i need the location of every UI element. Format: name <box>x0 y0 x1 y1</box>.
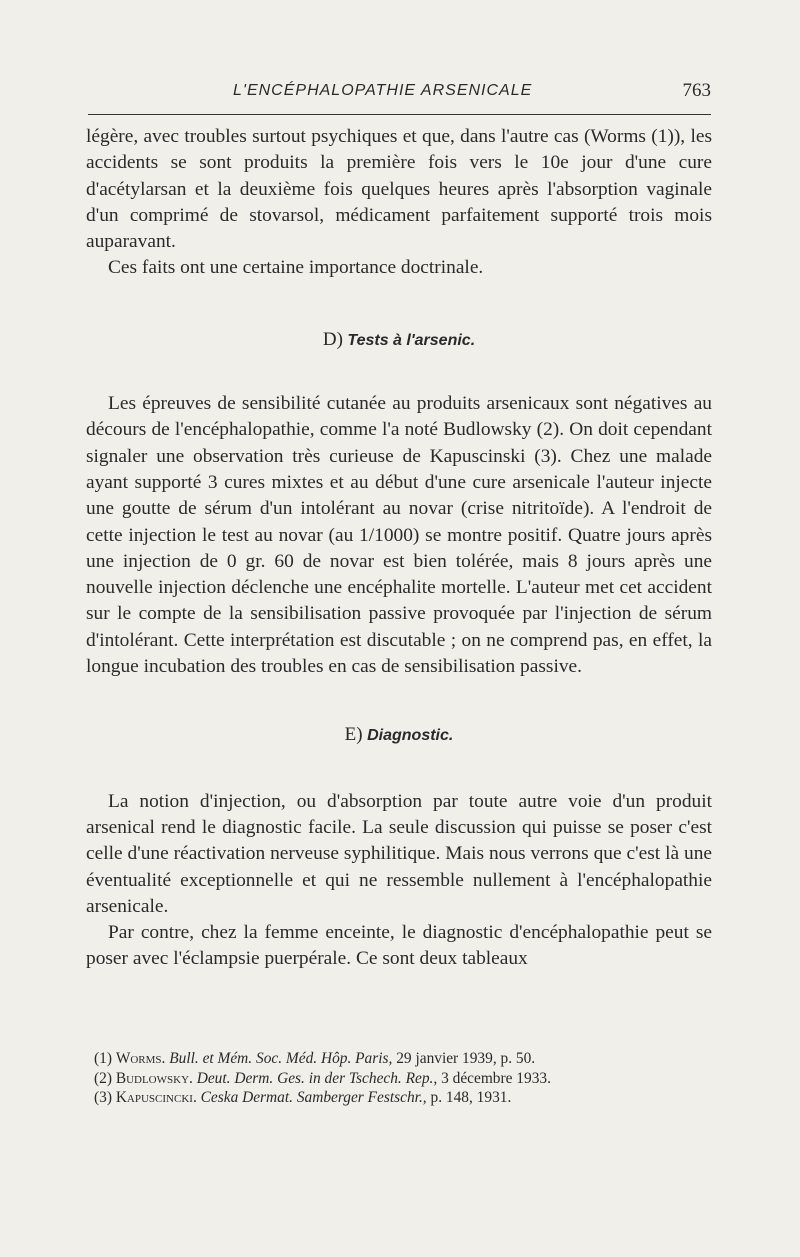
section-letter: D) <box>322 328 343 350</box>
body-text <box>86 124 712 973</box>
footnote-details: 29 janvier 1939, p. 50. <box>396 1050 536 1067</box>
footnote-marker: (1) <box>94 1050 112 1067</box>
continuation-paragraph: légère, avec troubles surtout psychiques et que, dans l'autre cas (Worms (1)), les accidents se sont produits la première fois vers le 10e jour d'une cure d'acétylarsan et la deuxième fois quelques heures après l'absorption vaginale d'un comprimé de stovarsol, médicament parfaitement supporté trois mois auparavant. <box>86 126 712 253</box>
running-title: L'ENCÉPHALOPATHIE ARSENICALE <box>233 82 533 99</box>
section-letter: E) <box>344 724 363 746</box>
section-title: Tests à l'arsenic. <box>347 331 476 349</box>
footnotes <box>94 1049 714 1108</box>
page-header <box>88 78 711 108</box>
doctrinal-paragraph: Ces faits ont une certaine importance doctrinale. <box>108 257 484 279</box>
header-rule <box>88 114 711 115</box>
diagnostic-paragraph-1: La notion d'injection, ou d'absorption par toute autre voie d'un produit arsenical rend le diagnostic facile. La seule discussion qui puisse se poser c'est celle d'une réactivation nerveuse syphilitique. Mais nous verrons que c'est là une éventualité exceptionnelle et qui ne ressemble nullement à l'encéphalopathie arsenicale. <box>86 790 712 917</box>
footnote-reference: Deut. Derm. Ges. in der Tschech. Rep., <box>196 1069 438 1087</box>
section-title: Diagnostic. <box>367 727 454 745</box>
footnote-reference: Ceska Dermat. Samberger Festschr., <box>200 1089 427 1107</box>
diagnostic-paragraph-2: Par contre, chez la femme enceinte, le diagnostic d'encéphalopathie peut se poser avec l'éclampsie puerpérale. Ce sont deux tableaux <box>86 922 712 970</box>
section-heading-diagnostic <box>86 721 712 749</box>
tests-paragraph: Les épreuves de sensibilité cutanée au produits arsenicaux sont négatives au décours de l'encéphalopathie, comme l'a noté Budlowsky (2). On doit cependant signaler une observation très curieuse de Kapuscinski (3). Chez une malade ayant supporté 3 cures mixtes et au début d'une cure arsenicale l'auteur injecte une goutte de sérum d'un intolérant au novar (crise nitritoïde). A l'endroit de cette injection le test au novar (au 1/1000) se montre positif. Quatre jours après une injection de 0 gr. 60 de novar est bien tolérée, mais 8 jours après une nouvelle injection déclenche une encéphalite mortelle. L'auteur met cet accident sur le compte de la sensibilisation passive provoquée par l'injection de sérum d'intolérant. Cette interprétation est discutable ; on ne comprend pas, en effet, la longue incubation des troubles en cas de sensibilisation passive. <box>86 393 712 678</box>
footnote-author: Budlowsky. <box>115 1069 193 1087</box>
footnote-marker: (2) <box>94 1069 112 1087</box>
page-number: 763 <box>682 80 711 101</box>
footnote-details: 3 décembre 1933. <box>441 1069 551 1087</box>
section-heading-tests <box>86 326 712 354</box>
footnote-author: Worms. <box>115 1050 166 1067</box>
footnote-reference: Bull. et Mém. Soc. Méd. Hôp. Paris, <box>169 1050 393 1067</box>
footnote-marker: (3) <box>94 1089 112 1107</box>
footnote <box>94 1069 714 1089</box>
footnote <box>94 1088 714 1108</box>
footnote-author: Kapuscincki. <box>115 1089 197 1107</box>
footnote-details: p. 148, 1931. <box>430 1089 512 1107</box>
footnote <box>94 1049 714 1069</box>
